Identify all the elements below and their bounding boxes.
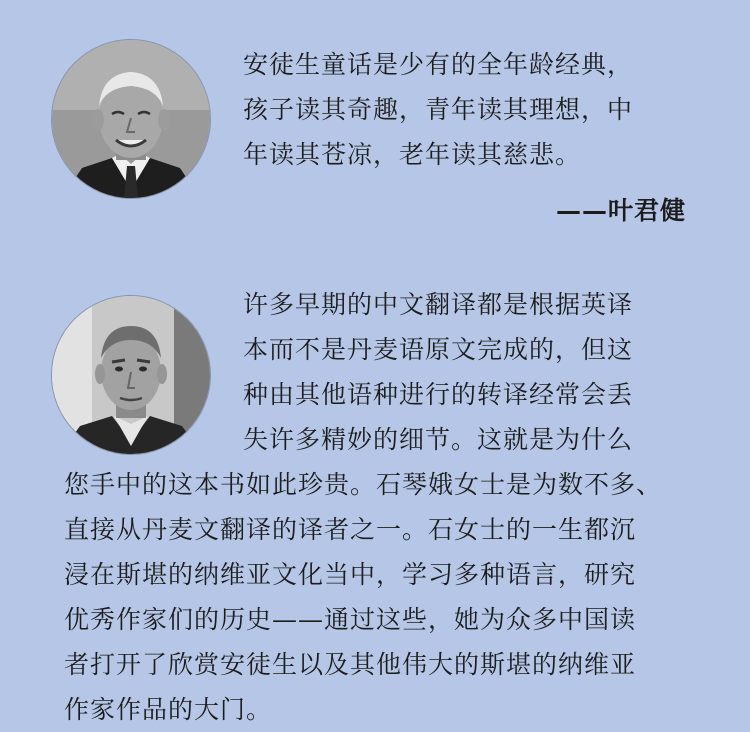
quote-2-line: 本而不是丹麦语原文完成的，但这 [243,335,634,364]
quote-1-line: 孩子读其奇趣，青年读其理想，中 [243,95,634,124]
quote-2-line: 优秀作家们的历史——通过这些，她为众多中国读 [64,605,637,634]
quote-2-line: 直接从丹麦文翻译的译者之一。石女士的一生都沉 [64,515,637,544]
quote-2-text-top [243,282,633,462]
quote-2-line: 作家作品的大门。 [64,695,273,724]
portrait-elderly-man [52,40,210,198]
quote-1-line: 年读其苍凉，老年读其慈悲。 [243,140,582,169]
portrait-middle-aged-man [52,296,210,454]
quote-2-line: 许多早期的中文翻译都是根据英译 [243,290,634,319]
portrait-elderly-man-image [52,40,210,198]
quote-1-line: 安徒生童话是少有的全年龄经典， [243,50,634,79]
quote-2-line: 者打开了欣赏安徒生以及其他伟大的斯堪的纳维亚 [64,650,637,679]
quote-2-line: 您手中的这本书如此珍贵。石琴娥女士是为数不多、 [64,470,663,499]
quote-1-text [243,42,633,177]
quote-2-line: 浸在斯堪的纳维亚文化当中，学习多种语言，研究 [64,560,637,589]
quote-2-text-bottom [64,462,662,732]
quote-2-line: 失许多精妙的细节。这就是为什么 [243,425,634,454]
quote-2-line: 种由其他语种进行的转译经常会丢 [243,380,634,409]
quote-1-attribution: ——叶君健 [555,196,686,225]
portrait-middle-aged-man-image [52,296,210,454]
